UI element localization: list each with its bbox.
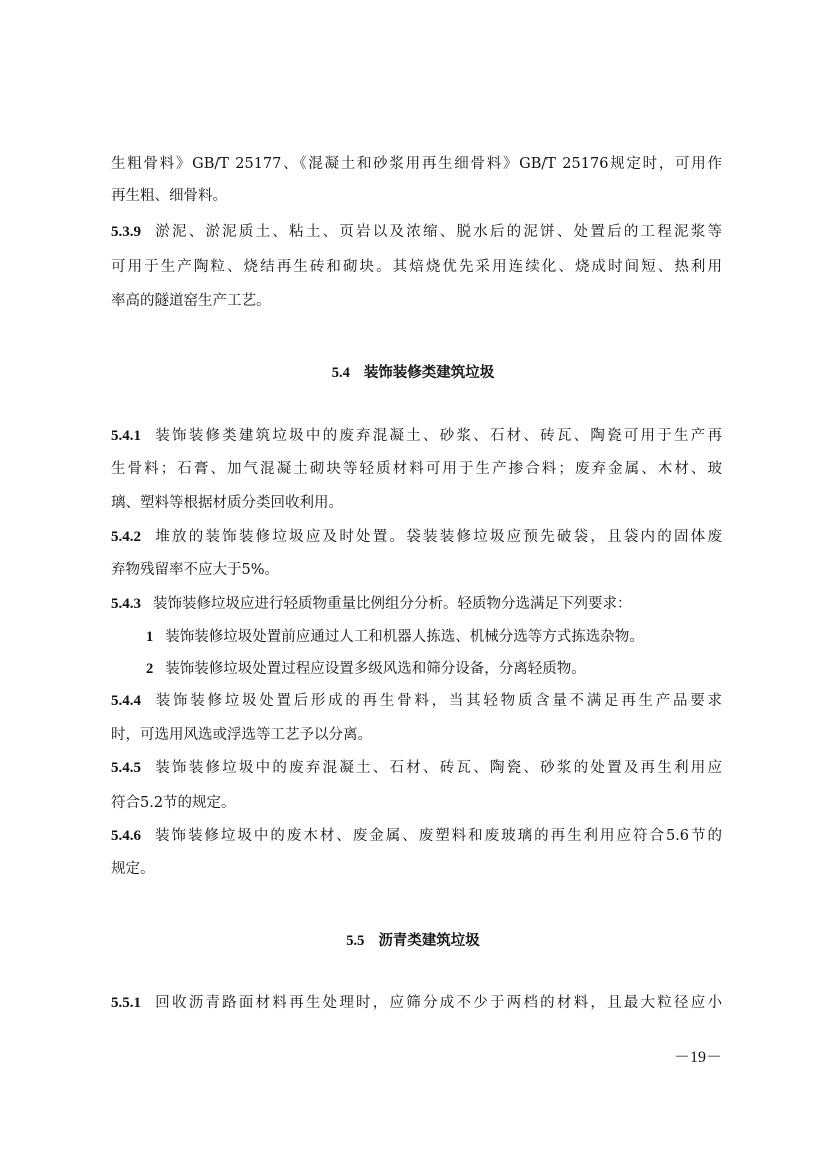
clause-text: 装饰装修垃圾中的废木材、废金属、废塑料和废玻璃的再生利用应符合5.6节的 (153, 828, 722, 844)
paragraph-line: 规定。 (111, 861, 155, 877)
paragraph-line: 生骨料；石膏、加气混凝土砌块等轻质材料可用于生产掺合料；废弃金属、木材、玻 (111, 461, 722, 477)
item-number: 1 (146, 629, 154, 645)
clause-5-4-5 (111, 757, 722, 779)
clause-5-4-1 (111, 425, 722, 447)
clause-number: 5.4.6 (111, 828, 141, 844)
paragraph-line: 率高的隧道窑生产工艺。 (111, 293, 271, 309)
section-title: 沥青类建筑垃圾 (378, 932, 480, 949)
clause-5-4-2 (111, 526, 722, 548)
clause-5-3-9 (111, 221, 722, 243)
clause-number: 5.4.1 (111, 428, 141, 444)
clause-5-5-1 (111, 992, 722, 1014)
clause-number: 5.4.4 (111, 693, 141, 709)
paragraph-line: 再生粗、细骨料。 (111, 188, 227, 204)
item-number: 2 (146, 661, 154, 677)
clause-text: 回收沥青路面材料再生处理时，应筛分成不少于两档的材料，且最大粒径应小 (153, 995, 722, 1011)
list-item (146, 658, 722, 680)
item-text: 装饰装修垃圾处置前应通过人工和机器人拣选、机械分选等方式拣选杂物。 (165, 629, 644, 645)
clause-number: 5.4.5 (111, 760, 141, 776)
clause-text: 装饰装修垃圾中的废弃混凝土、石材、砖瓦、陶瓷、砂浆的处置及再生利用应 (153, 760, 722, 776)
paragraph-line: 时，可选用风选或浮选等工艺予以分离。 (111, 727, 372, 743)
paragraph-line: 弃物残留率不应大于5%。 (111, 562, 280, 578)
clause-number: 5.3.9 (111, 224, 141, 240)
section-heading-5-4 (0, 362, 826, 384)
clause-text: 装饰装修垃圾应进行轻质物重量比例组分分析。轻质物分选满足下列要求： (153, 596, 632, 612)
clause-5-4-4 (111, 690, 722, 712)
clause-text: 淤泥、淤泥质土、粘土、页岩以及浓缩、脱水后的泥饼、处置后的工程泥浆等 (153, 224, 722, 240)
paragraph-line: 生粗骨料》GB/T 25177、《混凝土和砂浆用再生细骨料》GB/T 25176规定时，可用作 (111, 156, 722, 172)
section-heading-5-5 (0, 930, 826, 952)
clause-number: 5.5.1 (111, 995, 141, 1011)
list-item (146, 626, 722, 648)
page-number: －19－ (673, 1049, 722, 1066)
section-title: 装饰装修类建筑垃圾 (363, 364, 495, 381)
paragraph-line: 符合5.2节的规定。 (111, 795, 236, 811)
section-number: 5.4 (331, 365, 350, 381)
clause-5-4-3 (111, 593, 722, 615)
clause-text: 装饰装修垃圾处置后形成的再生骨料，当其轻物质含量不满足再生产品要求 (153, 693, 722, 709)
clause-text: 堆放的装饰装修垃圾应及时处置。袋装装修垃圾应预先破袋，且袋内的固体废 (153, 529, 722, 545)
item-text: 装饰装修垃圾处置过程应设置多级风选和筛分设备，分离轻质物。 (165, 661, 586, 677)
paragraph-line: 可用于生产陶粒、烧结再生砖和砌块。其焙烧优先采用连续化、烧成时间短、热利用 (111, 259, 722, 275)
clause-5-4-6 (111, 825, 722, 847)
clause-number: 5.4.3 (111, 596, 141, 612)
section-number: 5.5 (346, 933, 365, 949)
paragraph-line: 璃、塑料等根据材质分类回收利用。 (111, 495, 343, 511)
clause-number: 5.4.2 (111, 529, 141, 545)
clause-text: 装饰装修类建筑垃圾中的废弃混凝土、砂浆、石材、砖瓦、陶瓷可用于生产再 (153, 428, 722, 444)
